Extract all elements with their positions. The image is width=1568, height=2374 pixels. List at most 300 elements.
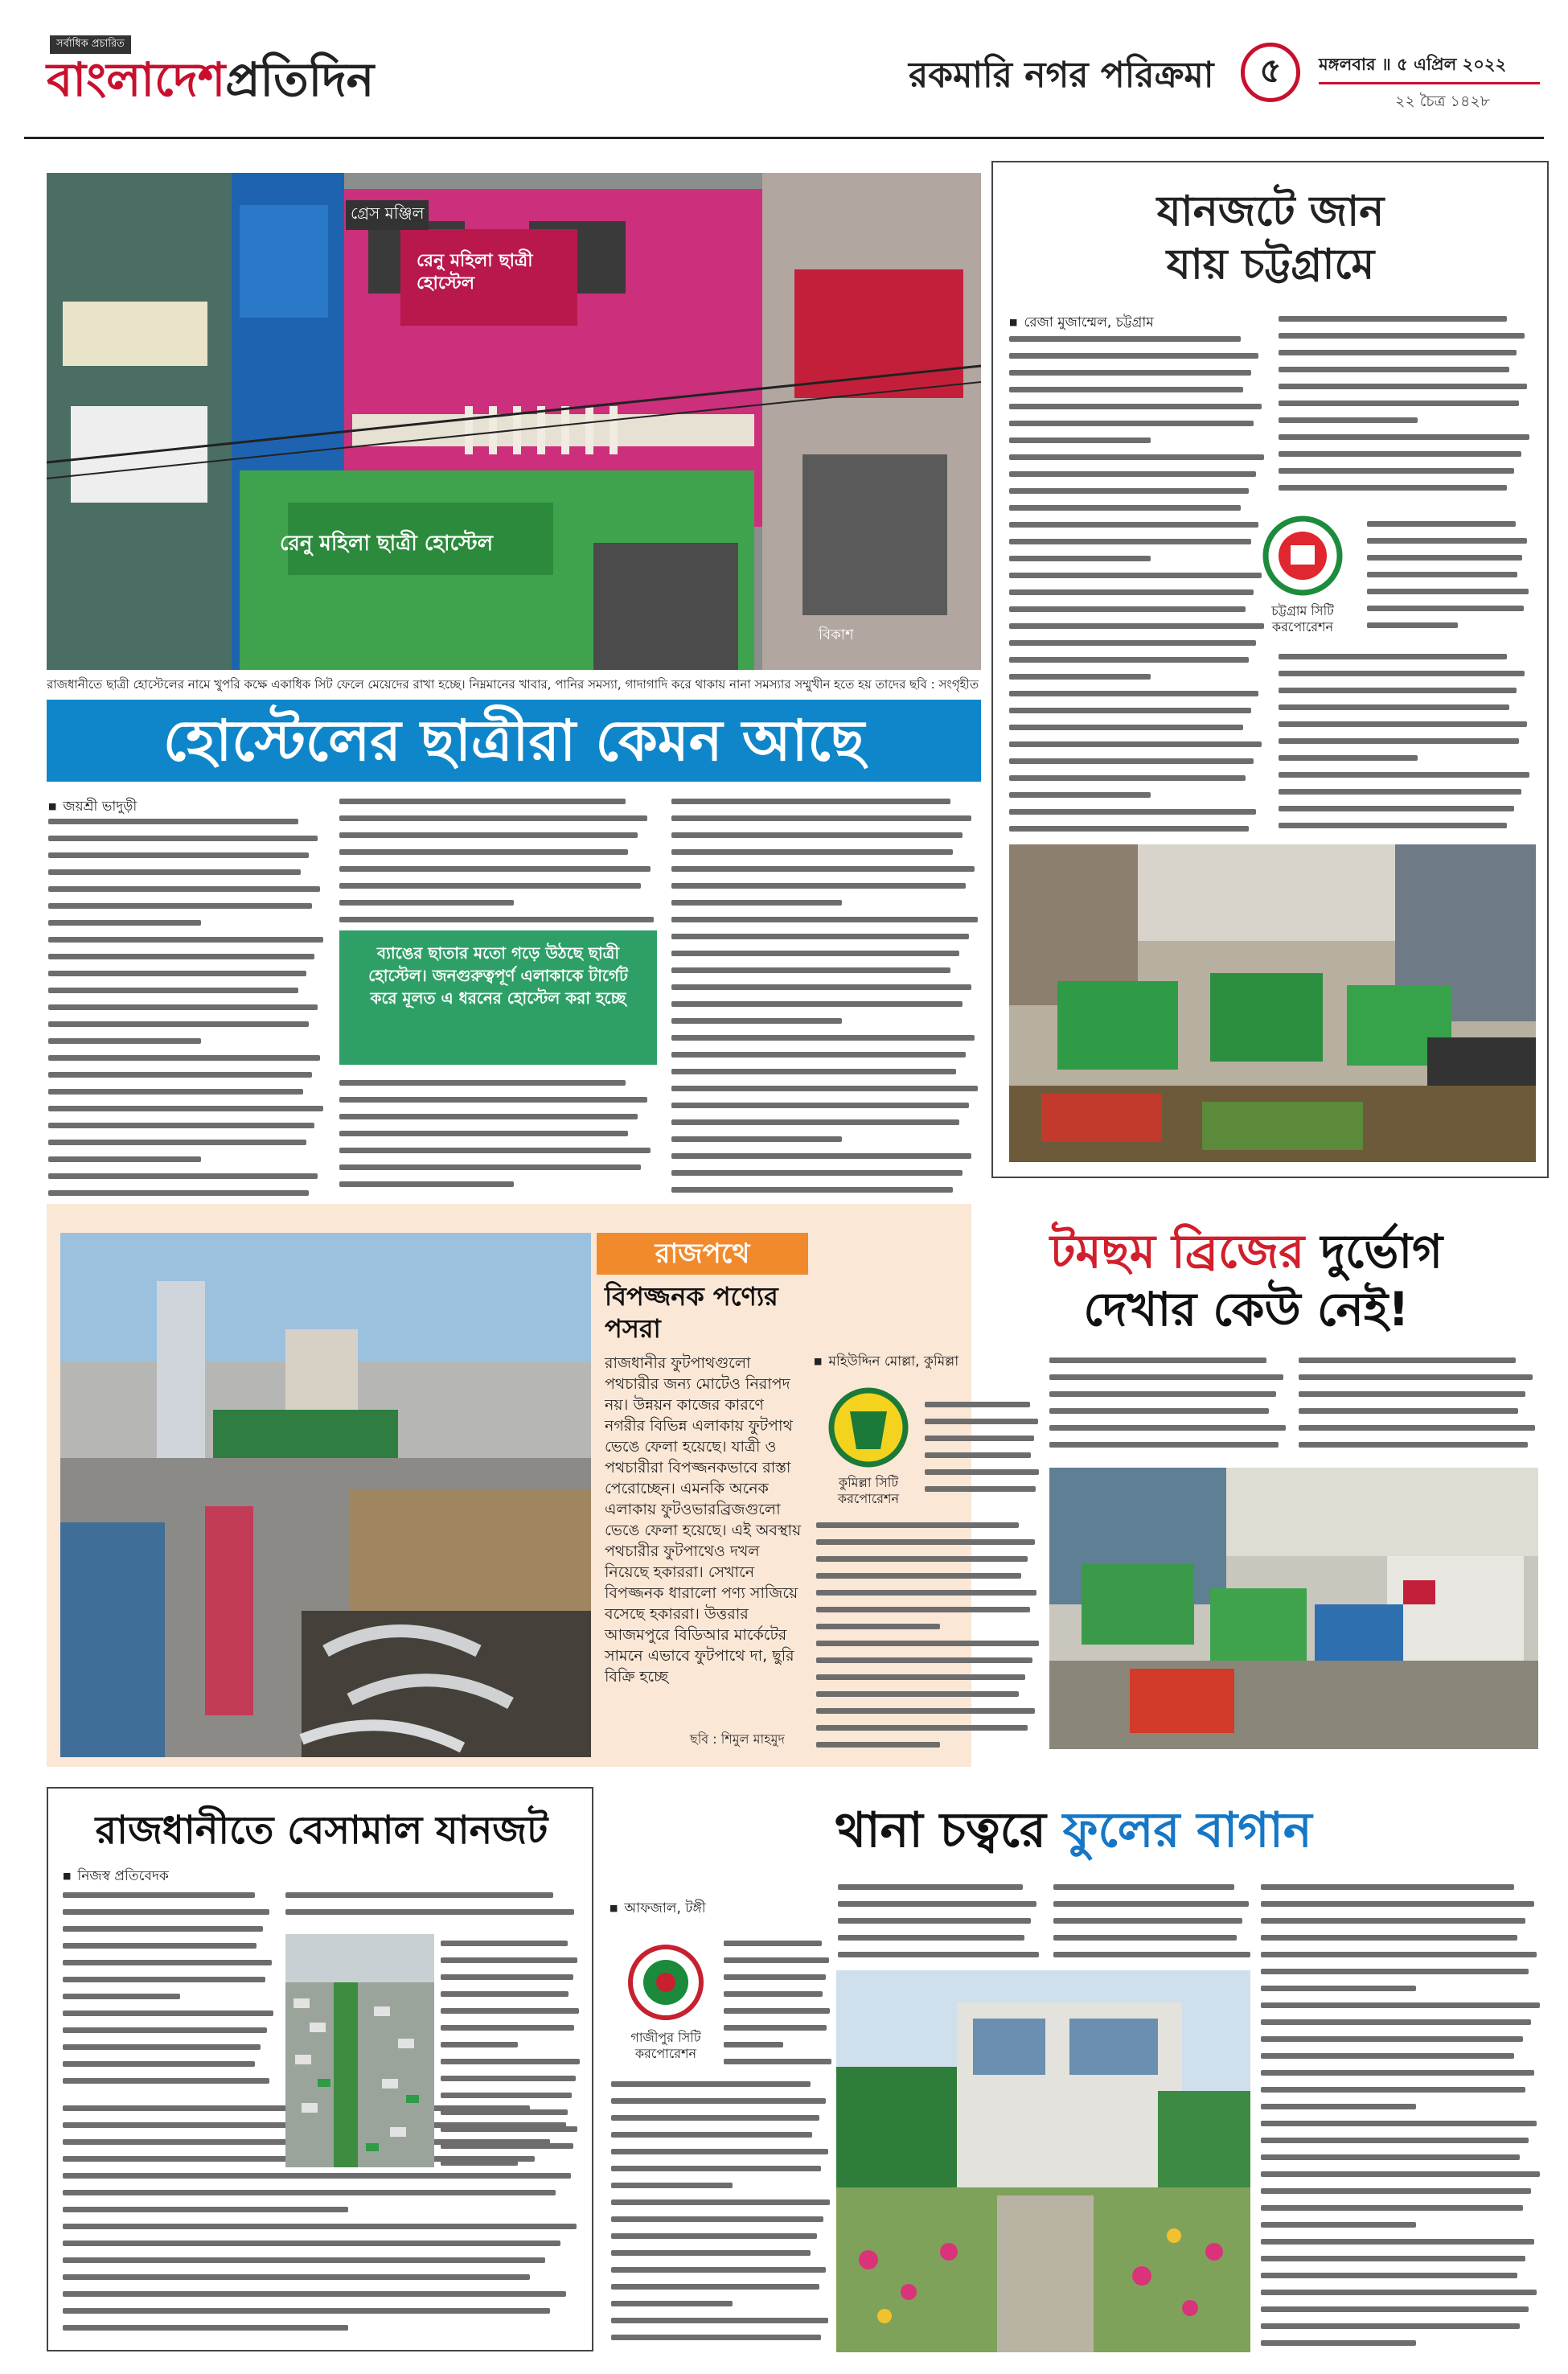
page-number-circle: [1241, 43, 1300, 102]
text-line: [1261, 1952, 1537, 1957]
ctg-logo-box: [1250, 511, 1355, 640]
text-line: [1261, 2171, 1540, 2177]
text-line: [1049, 1408, 1269, 1414]
text-line: [1009, 606, 1246, 612]
text-line: [1279, 400, 1519, 406]
thana-logo-label: গাজীপুর সিটি করপোরেশন: [630, 2030, 701, 2061]
text-line: [48, 971, 306, 976]
photo-sign-2: রেনু মহিলা ছাত্রী হোস্টেল: [417, 251, 533, 294]
text-line: [671, 815, 971, 821]
text-line: [838, 1901, 1036, 1907]
text-line: [63, 1943, 257, 1949]
text-line: [671, 799, 950, 804]
text-line: [1279, 451, 1521, 457]
text-line: [671, 984, 971, 990]
text-line: [671, 1187, 953, 1193]
text-line: [48, 1072, 312, 1078]
text-line: [724, 2059, 831, 2064]
text-line: [1279, 417, 1418, 423]
text-line: [671, 1069, 956, 1074]
text-line: [63, 2190, 556, 2195]
text-line: [724, 1974, 826, 1980]
hostel-headline: হোস্টেলের ছাত্রীরা কেমন আছে: [162, 708, 865, 774]
text-line: [339, 1181, 514, 1187]
text-line: [611, 2149, 828, 2154]
text-line: [1009, 623, 1264, 629]
text-line: [925, 1419, 1038, 1424]
text-line: [48, 869, 301, 875]
text-line: [63, 1909, 269, 1915]
text-line: [48, 937, 323, 943]
text-line: [1261, 2273, 1517, 2278]
text-line: [724, 2042, 783, 2047]
text-line: [441, 2008, 579, 2014]
text-line: [1261, 2290, 1537, 2295]
thana-byline: ■ আফজাল, টঙ্গী: [610, 1898, 706, 1920]
text-line: [1279, 688, 1517, 693]
text-line: [1009, 539, 1251, 544]
text-line: [1053, 1952, 1250, 1957]
text-line: [671, 1153, 971, 1159]
text-line: [63, 2325, 348, 2331]
text-line: [1261, 2239, 1534, 2245]
jam-photo: [285, 1934, 434, 2167]
text-line: [1279, 738, 1519, 744]
text-line: [441, 2160, 518, 2166]
text-line: [1261, 2087, 1525, 2093]
text-line: [1261, 1884, 1514, 1890]
text-line: [611, 2098, 826, 2104]
text-line: [1367, 538, 1527, 544]
text-line: [671, 900, 842, 906]
text-line: [925, 1469, 1039, 1475]
masthead-rule: [24, 137, 1544, 139]
thana-flower-garden-image: [836, 1970, 1250, 2352]
text-line: [1261, 2340, 1416, 2346]
text-line: [339, 883, 641, 889]
text-line: [1009, 437, 1151, 443]
text-line: [611, 2284, 819, 2290]
text-line: [724, 2008, 830, 2014]
masthead-tagline: সর্বাধিক প্রচারিত: [50, 35, 131, 54]
text-line: [441, 2076, 576, 2081]
text-line: [285, 1909, 574, 1915]
text-line: [48, 1156, 201, 1162]
text-line: [671, 883, 966, 889]
text-line: [1009, 809, 1256, 815]
tomchom-headline-black: দুর্ভোগ: [1320, 1224, 1443, 1279]
text-line: [48, 1055, 320, 1061]
text-line: [1367, 555, 1522, 561]
text-line: [1009, 353, 1258, 359]
thana-photo: [836, 1970, 1250, 2352]
photo-sign-4: বিকাশ: [819, 626, 854, 643]
rajpothe-tag: [597, 1233, 808, 1275]
text-line: [1279, 806, 1514, 811]
text-line: [671, 1035, 975, 1041]
text-line: [441, 2059, 580, 2064]
text-line: [339, 866, 651, 872]
ctg-logo-label: চট্টগ্রাম সিটি করপোরেশন: [1271, 603, 1334, 635]
text-line: [1261, 2306, 1529, 2312]
rajpothe-headline: বিপজ্জনক পণ্যের পসরা: [605, 1281, 778, 1344]
text-line: [63, 1892, 255, 1898]
text-line: [1279, 823, 1507, 828]
masthead-date: মঙ্গলবার ॥ ৫ এপ্রিল ২০২২: [1319, 55, 1507, 74]
text-line: [1009, 471, 1256, 477]
text-line: [1009, 522, 1258, 528]
text-line: [1009, 505, 1241, 511]
hostel-building-image: [47, 173, 981, 670]
ctg-headline-line2: যায় চট্টগ্রামে: [1166, 240, 1375, 289]
text-line: [816, 1674, 1025, 1680]
text-line: [1049, 1357, 1266, 1363]
rajpothe-photo: [60, 1233, 591, 1757]
text-line: [339, 832, 638, 838]
text-line: [1053, 1918, 1242, 1924]
text-line: [48, 1140, 306, 1145]
ctg-headline: [997, 185, 1544, 291]
text-line: [1261, 2188, 1531, 2194]
text-line: [1279, 333, 1525, 339]
text-line: [48, 903, 312, 909]
text-line: [441, 2143, 573, 2149]
text-line: [48, 819, 298, 824]
ctg-traffic-image: [1009, 844, 1536, 1162]
text-line: [1009, 573, 1262, 578]
text-line: [816, 1607, 1030, 1612]
text-line: [838, 1884, 1023, 1890]
text-line: [1049, 1374, 1283, 1380]
text-line: [339, 815, 647, 821]
text-line: [925, 1452, 1031, 1458]
text-line: [339, 1114, 638, 1119]
text-line: [48, 988, 298, 993]
text-line: [1279, 671, 1525, 676]
hostel-byline: ■ জয়শ্রী ভাদুড়ী: [48, 796, 137, 819]
text-line: [1299, 1408, 1518, 1414]
text-line: [441, 1991, 569, 1997]
text-line: [48, 954, 314, 959]
text-line: [1261, 1918, 1525, 1924]
hostel-caption-credit: ছবি : সংগৃহীত: [909, 677, 979, 692]
masthead: [0, 0, 1568, 173]
text-line: [1009, 674, 1151, 680]
text-line: [724, 2025, 827, 2031]
photo-sign-1: গ্রেস মঞ্জিল: [346, 200, 429, 230]
text-line: [1261, 2070, 1534, 2076]
text-line: [1009, 336, 1241, 342]
cumilla-city-corp-logo-icon: [816, 1383, 921, 1472]
text-line: [1261, 1901, 1534, 1907]
text-line: [724, 1991, 823, 1997]
text-line: [1261, 2256, 1525, 2261]
tomchom-byline: ■ মহিউদ্দিন মোল্লা, কুমিল্লা: [814, 1351, 958, 1374]
text-line: [1053, 1901, 1249, 1907]
text-line: [441, 2109, 568, 2115]
text-line: [671, 1018, 842, 1024]
tomchom-bridge-traffic-image: [1049, 1468, 1538, 1749]
text-line: [1009, 488, 1249, 494]
text-line: [611, 2267, 826, 2273]
page-number: ৫: [1259, 50, 1282, 90]
text-line: [1279, 721, 1527, 727]
text-line: [48, 1123, 314, 1128]
hostel-pullquote: [339, 930, 657, 1065]
text-line: [339, 1131, 628, 1136]
text-line: [1279, 316, 1507, 322]
text-line: [1279, 485, 1507, 491]
text-line: [285, 1892, 553, 1898]
text-line: [63, 1994, 180, 1999]
text-line: [671, 1001, 963, 1007]
text-line: [925, 1435, 1034, 1441]
text-line: [63, 1960, 272, 1965]
text-line: [63, 2241, 560, 2246]
text-line: [1279, 755, 1418, 761]
text-line: [1009, 387, 1243, 392]
text-line: [1009, 725, 1243, 730]
text-line: [816, 1742, 940, 1748]
text-line: [1367, 589, 1529, 594]
text-line: [671, 1103, 969, 1108]
text-line: [611, 2233, 817, 2239]
text-line: [1279, 654, 1507, 659]
text-line: [1367, 622, 1458, 628]
text-line: [816, 1624, 940, 1629]
text-line: [1279, 434, 1529, 440]
text-line: [671, 832, 963, 838]
text-line: [63, 2224, 577, 2229]
text-line: [1261, 2002, 1540, 2008]
thana-headline-blue: ফুলের বাগান: [1062, 1802, 1312, 1859]
text-line: [671, 849, 953, 855]
text-line: [611, 2216, 823, 2222]
text-line: [1049, 1442, 1279, 1448]
text-line: [48, 836, 318, 841]
text-line: [838, 1952, 1039, 1957]
rajpothe-hawker-image: [60, 1233, 591, 1757]
text-line: [63, 1977, 265, 1982]
text-line: [441, 1941, 568, 1946]
thana-headline-black: থানা চত্বরে: [835, 1802, 1046, 1859]
text-line: [1261, 2104, 1416, 2109]
text-line: [339, 917, 654, 922]
text-line: [1009, 589, 1254, 595]
text-line: [48, 1190, 309, 1196]
text-line: [611, 2199, 830, 2205]
text-line: [671, 967, 950, 973]
text-line: [1299, 1425, 1535, 1431]
text-line: [816, 1522, 1019, 1528]
text-line: [925, 1486, 1036, 1492]
text-line: [816, 1708, 1035, 1714]
text-line: [1279, 704, 1509, 710]
text-line: [48, 1089, 303, 1095]
text-line: [48, 1038, 201, 1044]
text-line: [611, 2115, 819, 2121]
tomchom-photo: [1049, 1468, 1538, 1749]
ctg-traffic-photo: [1009, 844, 1536, 1162]
text-line: [1009, 421, 1254, 426]
text-line: [816, 1691, 1019, 1697]
text-line: [1009, 657, 1249, 663]
logo-bangladesh: বাংলাদেশ: [47, 52, 226, 107]
text-line: [1279, 789, 1521, 795]
rajpothe-credit: ছবি : শিমুল মাহমুদ: [690, 1731, 785, 1747]
text-line: [63, 2061, 255, 2067]
text-line: [1009, 404, 1262, 409]
text-line: [838, 1918, 1031, 1924]
text-line: [671, 1136, 842, 1142]
text-line: [611, 2250, 811, 2256]
tomchom-logo-label: কুমিল্লা সিটি করপোরেশন: [837, 1475, 900, 1506]
text-line: [441, 2093, 572, 2098]
text-line: [339, 900, 514, 906]
text-line: [1009, 370, 1251, 376]
text-line: [1261, 2323, 1520, 2329]
text-line: [1279, 468, 1514, 474]
rajpothe-body: রাজধানীর ফুটপাথগুলো পথচারীর জন্য মোটেও নিরাপদ নয়। উন্নয়ন কাজের কারণে নগরীর বিভিন্ন এলাকায় ফুটপাথ ভেঙে ফেলা হয়েছে। যাত্রী ও পথচারীরা বিপজ্জনকভাবে রাস্তা পেরোচ্ছেন। এমনকি অনেক এলাকায় ফুটওভারব্রিজগুলো ভেঙে ফেলা হয়েছে। এই অবস্থায় পথচারীর ফুটপাথেও দখল নিয়েছে হকাররা। সেখানে বিপজ্জনক ধারালো পণ্য সাজিয়ে বসেছে হকাররা। উত্তরার আজমপুরে বিডিআর মার্কেটের সামনে এভাবে ফুটপাথে দা, ছুরি বিক্রি হচ্ছে: [605, 1354, 802, 1686]
text-line: [1367, 572, 1517, 577]
text-line: [1261, 2222, 1416, 2228]
text-line: [48, 852, 309, 858]
text-line: [339, 1097, 647, 1103]
text-line: [1367, 606, 1524, 611]
ctg-headline-line1: যানজটে জান: [1156, 187, 1385, 236]
text-line: [1049, 1425, 1286, 1431]
text-line: [1009, 691, 1258, 696]
text-line: [63, 1926, 263, 1932]
text-line: [1299, 1357, 1516, 1363]
text-line: [671, 866, 975, 872]
text-line: [724, 1941, 822, 1946]
ctg-byline: ■ রেজা মুজাম্মেল, চট্টগ্রাম: [1009, 312, 1154, 335]
text-line: [1009, 454, 1264, 460]
text-line: [1009, 708, 1251, 713]
gazipur-city-corp-logo-icon: [618, 1938, 714, 2027]
text-line: [671, 1086, 978, 1091]
text-line: [63, 2078, 269, 2084]
text-line: [441, 1957, 577, 1963]
text-line: [1261, 2036, 1523, 2042]
text-line: [48, 1106, 323, 1111]
text-line: [1279, 772, 1529, 778]
text-line: [611, 2335, 821, 2340]
text-line: [63, 2274, 530, 2280]
text-line: [48, 886, 320, 892]
text-line: [1009, 758, 1254, 764]
text-line: [816, 1641, 1039, 1646]
text-line: [1009, 826, 1249, 832]
text-line: [671, 1052, 966, 1058]
text-line: [339, 1080, 626, 1086]
text-line: [63, 2173, 571, 2179]
text-line: [1299, 1391, 1525, 1397]
text-line: [1261, 1986, 1416, 1991]
text-line: [816, 1573, 1021, 1579]
text-line: [671, 934, 969, 939]
text-line: [1261, 1935, 1517, 1941]
text-line: [1279, 367, 1509, 372]
text-line: [1367, 521, 1516, 527]
thana-logo-box: [618, 1938, 714, 2067]
hostel-headline-band: [47, 700, 981, 782]
text-line: [63, 2257, 545, 2263]
jam-byline: ■ নিজস্ব প্রতিবেদক: [63, 1866, 169, 1888]
text-line: [611, 2301, 733, 2306]
text-line: [63, 2207, 348, 2212]
text-line: [1053, 1884, 1234, 1890]
text-line: [611, 2132, 812, 2138]
text-line: [1261, 2053, 1514, 2059]
text-line: [671, 951, 959, 956]
text-line: [63, 2027, 267, 2033]
text-line: [48, 920, 201, 926]
text-line: [339, 1148, 651, 1153]
text-line: [611, 2183, 733, 2188]
jam-headline: রাজধানীতে বেসামাল যানজট: [95, 1808, 548, 1853]
text-line: [1261, 2121, 1537, 2126]
text-line: [1009, 640, 1256, 646]
text-line: [816, 1657, 1032, 1663]
text-line: [63, 2291, 566, 2297]
text-line: [671, 1119, 959, 1125]
text-line: [1261, 2205, 1523, 2211]
text-line: [63, 2308, 550, 2314]
text-line: [816, 1556, 1028, 1562]
masthead-date-line: [1319, 82, 1540, 84]
text-line: [724, 1957, 829, 1963]
text-line: [671, 917, 978, 922]
text-line: [611, 2166, 821, 2171]
text-line: [441, 2025, 574, 2031]
text-line: [611, 2318, 828, 2323]
text-line: [441, 2126, 577, 2132]
thana-headline: [603, 1793, 1544, 1874]
text-line: [671, 1170, 963, 1176]
text-line: [48, 1021, 309, 1027]
section-title: রকমারি নগর পরিক্রমা: [909, 55, 1214, 96]
text-line: [48, 1173, 318, 1179]
text-line: [441, 1974, 573, 1980]
text-line: [1009, 556, 1151, 561]
text-line: [816, 1725, 1028, 1731]
logo-protidin: প্রতিদিন: [225, 52, 375, 107]
text-line: [1299, 1442, 1528, 1448]
text-line: [1009, 775, 1246, 781]
text-line: [1009, 792, 1151, 798]
text-line: [1009, 741, 1262, 747]
tomchom-logo-box: [816, 1383, 921, 1512]
text-line: [63, 2011, 273, 2016]
hostel-photo-caption: রাজধানীতে ছাত্রী হোস্টেলের নামে খুপরি কক্ষে একাধিক সিট ফেলে মেয়েদের রাখা হচ্ছে। নিম্নমানের খাবার, পানির সমস্যা, গাদাগাদি করে থাকায় নানা সমস্যার সম্মুখীন হতে হয় তাদের ছবি : সংগৃহীত: [47, 677, 979, 692]
tomchom-headline-line2: দেখার কেউ নেই!: [1083, 1282, 1410, 1337]
jam-traffic-aerial-image: [285, 1934, 434, 2167]
rajpothe-tag-label: রাজপথে: [655, 1238, 750, 1270]
text-line: [1299, 1374, 1533, 1380]
text-line: [1279, 384, 1527, 389]
ctg-city-corp-logo-icon: [1250, 511, 1355, 600]
text-line: [1049, 1391, 1276, 1397]
text-line: [339, 1164, 641, 1170]
text-line: [441, 2042, 518, 2047]
text-line: [339, 799, 626, 804]
text-line: [1261, 2019, 1531, 2025]
text-line: [339, 849, 628, 855]
text-line: [611, 2081, 811, 2087]
photo-sign-3: রেনু মহিলা ছাত্রী হোস্টেল: [280, 532, 493, 556]
